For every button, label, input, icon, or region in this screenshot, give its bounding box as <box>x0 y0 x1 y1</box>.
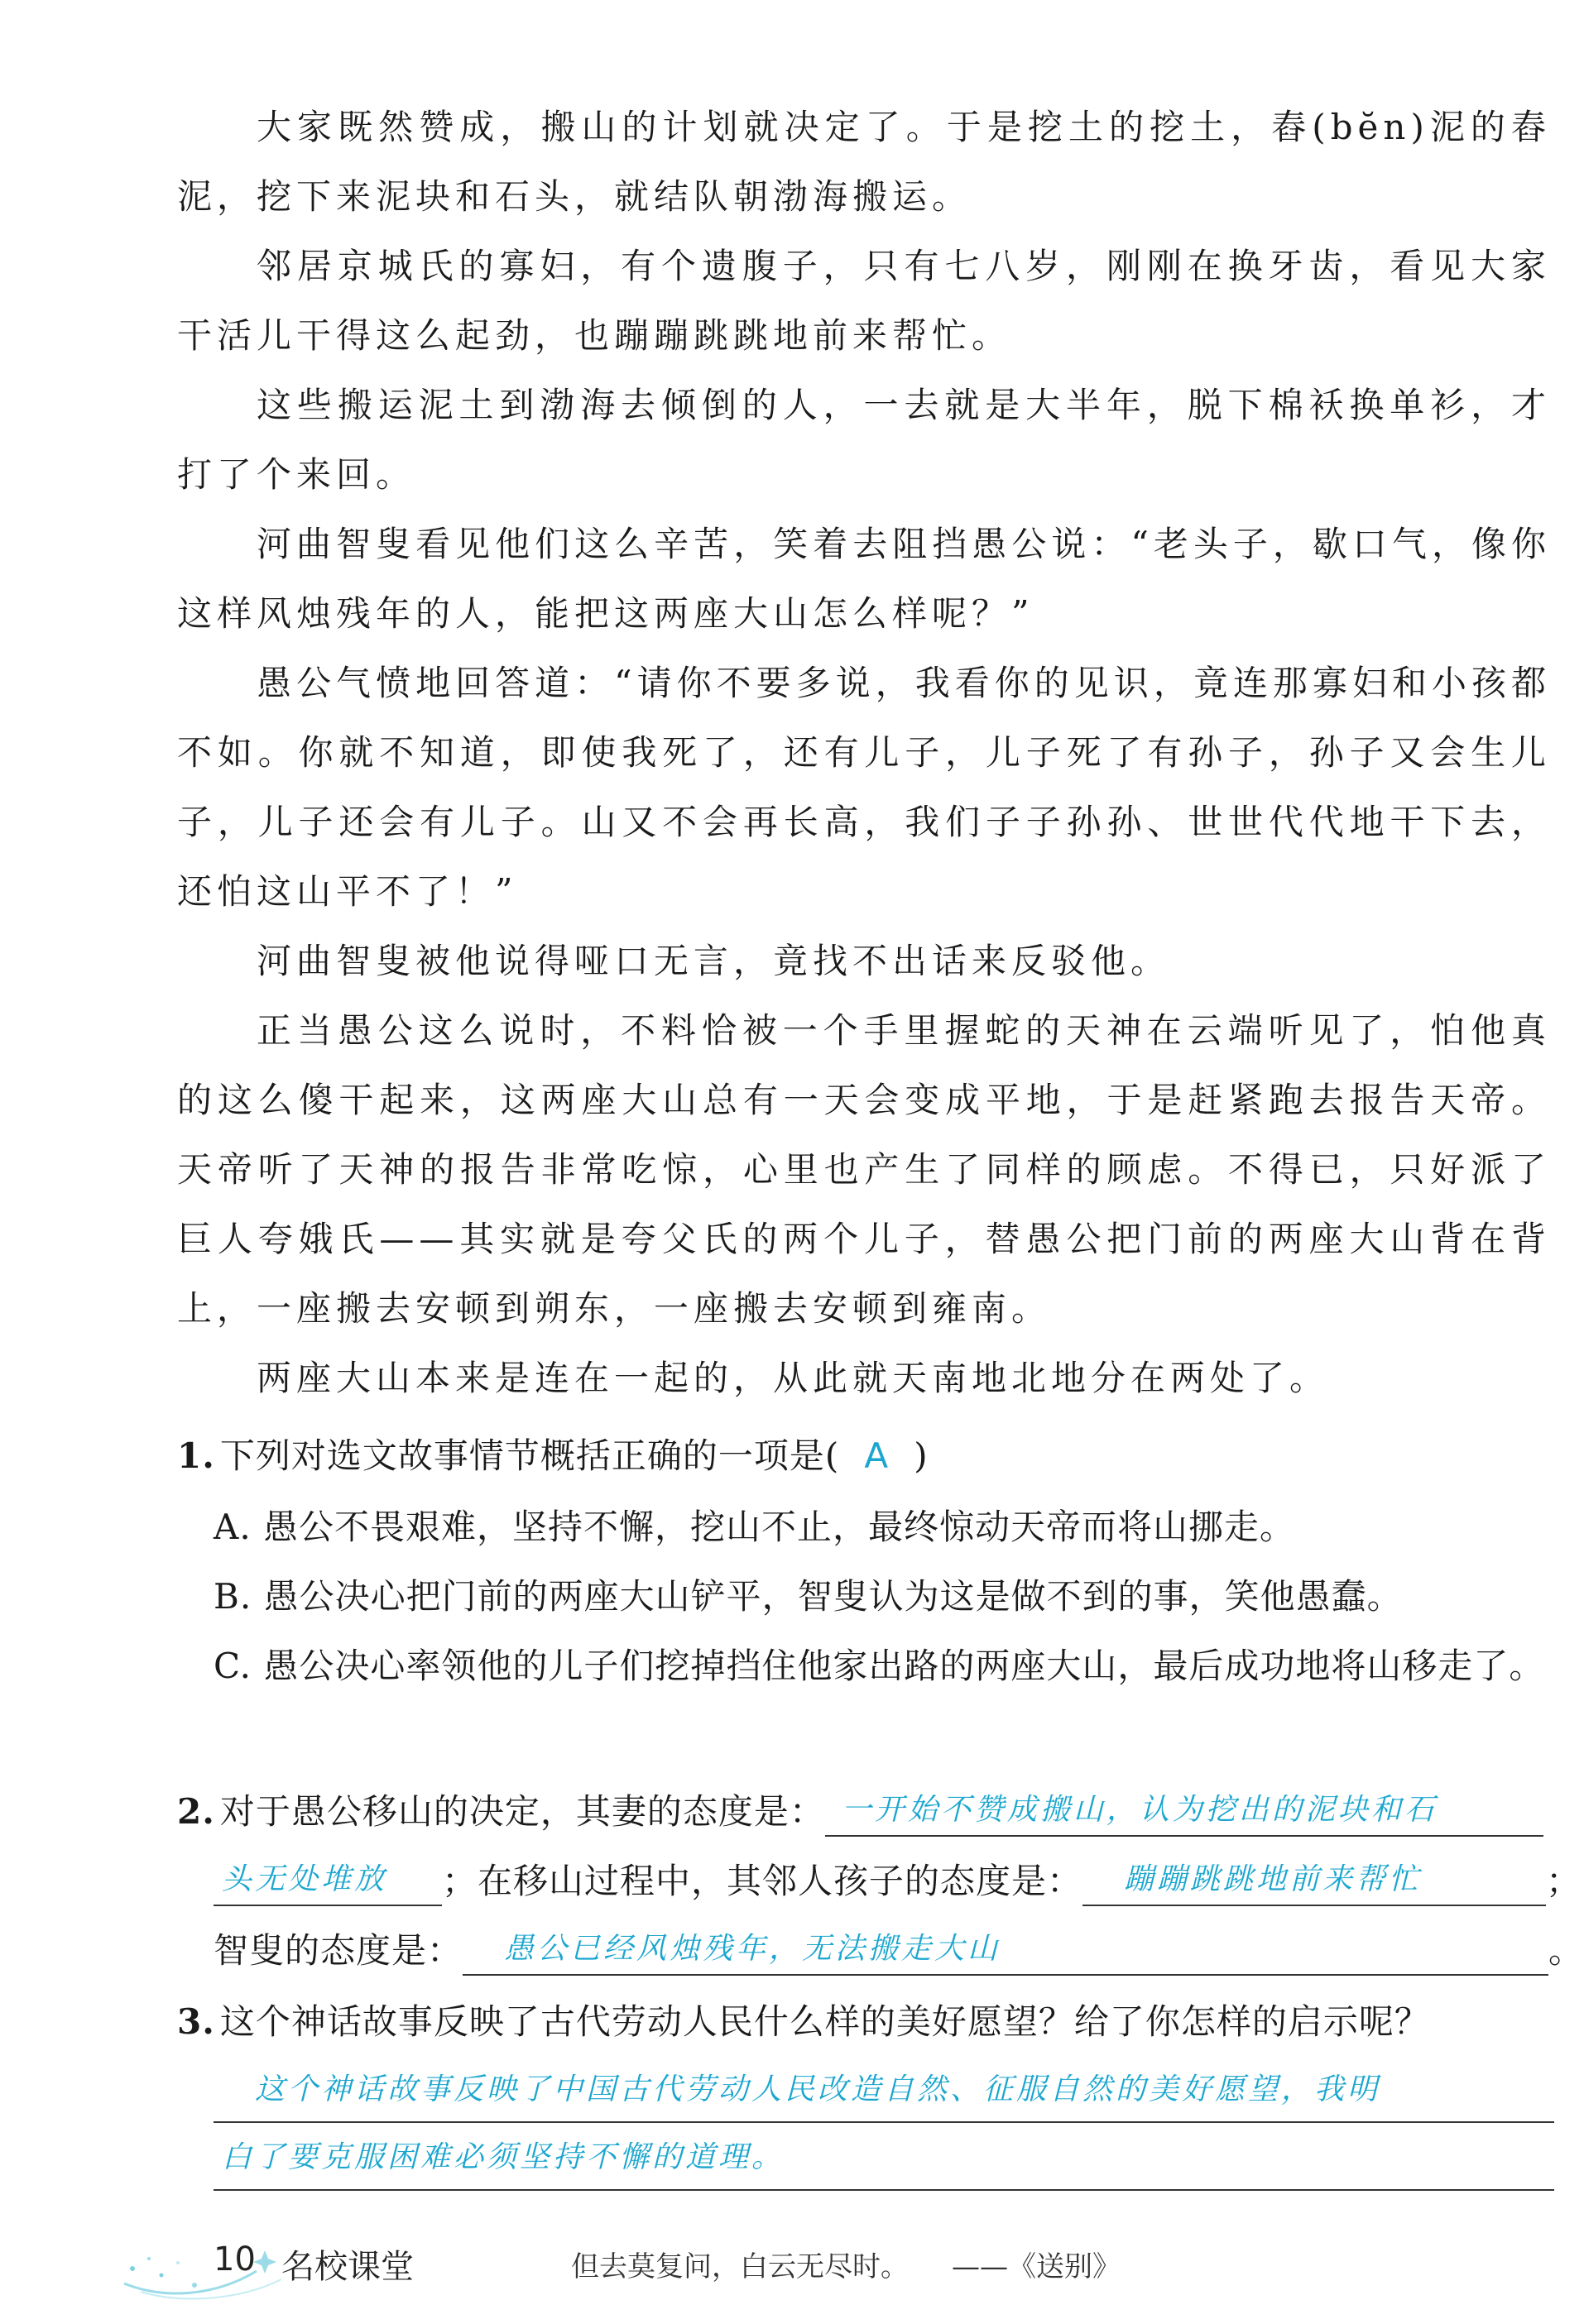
question-2-part-3: 智叟的态度是： <box>214 1930 463 1971</box>
question-1-stem: 下列对选文故事情节概括正确的一项是( <box>219 1435 840 1476</box>
page-number: 10 <box>214 2240 256 2278</box>
question-3-stem: 这个神话故事反映了古代劳动人民什么样的美好愿望？给了你怎样的启示呢？ <box>219 2001 1430 2042</box>
question-1-option-a: A. 愚公不畏艰难，坚持不懈，挖山不止，最终惊动天帝而将山挪走。 <box>214 1507 1296 1547</box>
question-2-end: 。 <box>1548 1930 1584 1971</box>
footer-brand: 名校课堂 <box>281 2248 414 2286</box>
story-paragraph-2: 邻居京城氏的寡妇，有个遗腹子，只有七八岁，刚刚在换牙齿，看见大家干活儿干得这么起劲，也蹦蹦跳跳地前来帮忙。 <box>177 246 1551 356</box>
question-3 <box>177 1997 1430 2047</box>
question-2-answer-2[interactable]: 蹦蹦跳跳地前来帮忙 <box>1082 1857 1546 1906</box>
question-1-option-b: B. 愚公决心把门前的两座大山铲平，智叟认为这是做不到的事，笑他愚蠢。 <box>214 1576 1403 1617</box>
story-paragraph-3: 这些搬运泥土到渤海去倾倒的人，一去就是大半年，脱下棉袄换单衫，才打了个来回。 <box>177 385 1551 495</box>
question-1-number: 1. <box>177 1435 215 1476</box>
page-footer <box>0 2226 1572 2317</box>
question-1 <box>177 1431 929 1481</box>
question-3-number: 3. <box>177 2001 215 2042</box>
footer-quote: 但去莫复问，白云无尽时。 <box>571 2250 909 2283</box>
story-paragraph-5: 愚公气愤地回答道：“请你不要多说，我看你的见识，竟连那寡妇和小孩都不如。你就不知道，即使我死了，还有儿子，儿子死了有孙子，孙子又会生儿子，儿子还会有儿子。山又不会再长高，我们子子孙孙、世世代代地干下去，还怕这山平不了！” <box>177 663 1551 912</box>
story-paragraph-4: 河曲智叟看见他们这么辛苦，笑着去阻挡愚公说：“老头子，歇口气，像你这样风烛残年的人，能把这两座大山怎么样呢？” <box>177 524 1551 634</box>
story-paragraph-7: 正当愚公这么说时，不料恰被一个手里握蛇的天神在云端听见了，怕他真的这么傻干起来，这两座大山总有一天会变成平地，于是赶紧跑去报告天帝。天帝听了天神的报告非常吃惊，心里也产生了同样的顾虑。不得已，只好派了巨人夸娥氏——其实就是夸父氏的两个儿子，替愚公把门前的两座大山背在背上，一座搬去安顿到朔东，一座搬去安顿到雍南。 <box>177 1010 1551 1329</box>
question-2-line-2 <box>214 1857 1582 1906</box>
question-1-option-c: C. 愚公决心率领他的儿子们挖掉挡住他家出路的两座大山，最后成功地将山移走了。 <box>214 1646 1545 1686</box>
question-3-answer-line-2[interactable]: 白了要克服困难必须坚持不懈的道理。 <box>214 2125 1554 2191</box>
question-2-part-1: 对于愚公移山的决定，其妻的态度是： <box>219 1791 825 1832</box>
question-2-answer-1a[interactable]: 一开始不赞成搬山，认为挖出的泥块和石 <box>825 1787 1543 1837</box>
question-2-line-3 <box>214 1926 1584 1976</box>
question-3-answer-line-1[interactable]: 这个神话故事反映了中国古代劳动人民改造自然、征服自然的美好愿望，我明 <box>214 2057 1554 2123</box>
question-2-answer-1b[interactable]: 头无处堆放 <box>214 1857 442 1906</box>
story-paragraph-6: 河曲智叟被他说得哑口无言，竟找不出话来反驳他。 <box>257 941 1171 981</box>
question-2-answer-3[interactable]: 愚公已经风烛残年，无法搬走大山 <box>463 1926 1548 1976</box>
footer-quote-source: ——《送别》 <box>952 2250 1121 2283</box>
story-paragraph-1: 大家既然赞成，搬山的计划就决定了。于是挖土的挖土，舂(bĕn)泥的舂泥，挖下来泥块和石头，就结队朝渤海搬运。 <box>177 107 1551 217</box>
question-2-separator: ； <box>1546 1861 1582 1901</box>
question-1-answer: A <box>864 1435 890 1476</box>
story-paragraph-8: 两座大山本来是连在一起的，从此就天南地北地分在两处了。 <box>257 1358 1330 1398</box>
question-2-number: 2. <box>177 1791 215 1832</box>
question-2-part-2: ；在移山过程中，其邻人孩子的态度是： <box>442 1861 1083 1901</box>
question-1-stem-end: ) <box>914 1435 929 1476</box>
question-2-line-1 <box>177 1787 1543 1837</box>
